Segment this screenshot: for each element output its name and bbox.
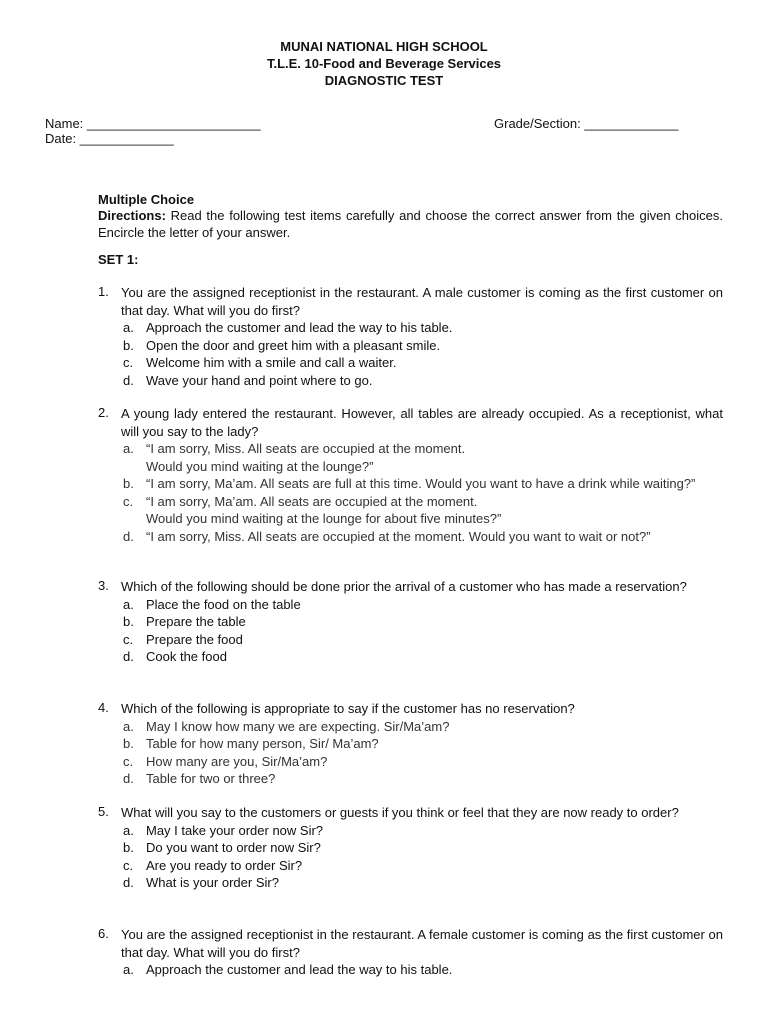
answer-option[interactable] xyxy=(123,354,723,372)
option-letter: d. xyxy=(123,771,134,786)
document-header xyxy=(0,38,768,89)
school-name: MUNAI NATIONAL HIGH SCHOOL xyxy=(280,39,488,54)
answer-option[interactable] xyxy=(123,528,723,546)
question-item xyxy=(98,284,723,389)
option-letter: d. xyxy=(123,649,134,664)
answer-option[interactable] xyxy=(123,493,723,528)
option-letter: c. xyxy=(123,857,134,873)
option-letter: b. xyxy=(123,736,134,751)
question-number: 2. xyxy=(98,405,109,420)
answer-option[interactable] xyxy=(123,319,723,337)
answer-option[interactable] xyxy=(123,753,723,771)
directions-text: Read the following test items carefully and choose the correct answer from the given choices. Encircle the letter of your answer. xyxy=(98,208,723,240)
option-text: Prepare the table xyxy=(146,614,246,629)
section-title: Multiple Choice xyxy=(98,192,195,207)
answer-option[interactable] xyxy=(123,839,723,857)
question-number: 5. xyxy=(98,804,109,819)
option-text: May I take your order now Sir? xyxy=(146,822,324,838)
question-text: What will you say to the customers or guests if you think or feel that they are now ready to order? xyxy=(121,805,679,820)
option-text: What is your order Sir? xyxy=(146,875,279,890)
question-number: 1. xyxy=(98,284,109,299)
name-field: Name: ________________________ xyxy=(45,116,261,131)
subject-title: T.L.E. 10-Food and Beverage Services xyxy=(266,56,502,71)
test-title: DIAGNOSTIC TEST xyxy=(324,73,444,88)
option-letter: c. xyxy=(123,753,134,769)
option-text: Welcome him with a smile and call a waiter. xyxy=(146,355,397,370)
option-text: Wave your hand and point where to go. xyxy=(146,372,373,388)
option-text: Prepare the food xyxy=(146,631,243,647)
question-text: Which of the following is appropriate to say if the customer has no reservation? xyxy=(121,701,575,716)
option-letter: b. xyxy=(123,840,134,855)
option-letter: a. xyxy=(123,962,134,977)
answer-option[interactable] xyxy=(123,372,723,390)
option-text: Would you mind waiting at the lounge?” xyxy=(146,458,374,474)
answer-option[interactable] xyxy=(123,718,723,736)
answer-option[interactable] xyxy=(123,596,723,614)
date-field: Date: _____________ xyxy=(45,131,174,146)
option-text: Approach the customer and lead the way to his table. xyxy=(146,962,453,977)
option-text: “I am sorry, Ma’am. All seats are full at this time. Would you want to have a drink while waiting?” xyxy=(146,476,696,491)
option-text: “I am sorry, Miss. All seats are occupied at the moment. xyxy=(146,441,466,456)
question-item xyxy=(98,804,723,892)
option-letter: d. xyxy=(123,372,134,388)
directions xyxy=(98,207,723,241)
answer-option[interactable] xyxy=(123,857,723,875)
answer-option[interactable] xyxy=(123,770,723,788)
option-letter: b. xyxy=(123,337,134,353)
answer-option[interactable] xyxy=(123,874,723,892)
option-text: “I am sorry, Miss. All seats are occupied at the moment. Would you want to wait or not?” xyxy=(146,528,651,544)
question-number: 6. xyxy=(98,926,109,941)
option-text: How many are you, Sir/Ma’am? xyxy=(146,753,328,769)
option-letter: a. xyxy=(123,441,134,456)
directions-label: Directions: xyxy=(98,208,166,223)
option-letter: b. xyxy=(123,476,134,491)
grade-section-field: Grade/Section: _____________ xyxy=(494,116,679,131)
option-letter: a. xyxy=(123,822,134,838)
answer-option[interactable] xyxy=(123,613,723,631)
answer-option[interactable] xyxy=(123,822,723,840)
option-letter: a. xyxy=(123,320,134,335)
question-text: You are the assigned receptionist in the restaurant. A female customer is coming as the first customer on that day. What will you do first? xyxy=(121,927,723,960)
option-text: Are you ready to order Sir? xyxy=(146,857,303,873)
question-item xyxy=(98,926,723,979)
option-letter: d. xyxy=(123,875,134,890)
question-text: You are the assigned receptionist in the restaurant. A male customer is coming as the first customer on that day. What will you do first? xyxy=(121,285,723,318)
option-text: Do you want to order now Sir? xyxy=(146,840,321,855)
option-letter: c. xyxy=(123,493,134,509)
option-letter: d. xyxy=(123,528,134,544)
question-item xyxy=(98,578,723,666)
option-letter: b. xyxy=(123,614,134,629)
option-letter: c. xyxy=(123,631,134,647)
answer-option[interactable] xyxy=(123,961,723,979)
option-text: Would you mind waiting at the lounge for about five minutes?” xyxy=(146,511,502,526)
option-text: “I am sorry, Ma’am. All seats are occupied at the moment. xyxy=(146,493,478,509)
question-number: 4. xyxy=(98,700,109,715)
answer-option[interactable] xyxy=(123,337,723,355)
question-number: 3. xyxy=(98,578,109,593)
question-item xyxy=(98,405,723,545)
option-text: Cook the food xyxy=(146,649,227,664)
option-text: Table for two or three? xyxy=(146,771,276,786)
question-text: Which of the following should be done prior the arrival of a customer who has made a reservation? xyxy=(121,579,687,594)
question-text: A young lady entered the restaurant. However, all tables are already occupied. As a receptionist, what will you say to the lady? xyxy=(121,406,723,439)
answer-option[interactable] xyxy=(123,735,723,753)
option-text: Approach the customer and lead the way to his table. xyxy=(146,320,453,335)
answer-option[interactable] xyxy=(123,475,723,493)
option-letter: a. xyxy=(123,718,134,734)
option-text: May I know how many we are expecting. Sir/Ma’am? xyxy=(146,718,450,734)
question-item xyxy=(98,700,723,788)
answer-option[interactable] xyxy=(123,648,723,666)
option-text: Place the food on the table xyxy=(146,596,301,612)
option-text: Open the door and greet him with a pleasant smile. xyxy=(146,337,441,353)
option-letter: a. xyxy=(123,596,134,612)
set-label: SET 1: xyxy=(98,252,139,267)
option-text: Table for how many person, Sir/ Ma’am? xyxy=(146,736,379,751)
option-letter: c. xyxy=(123,355,134,370)
answer-option[interactable] xyxy=(123,631,723,649)
answer-option[interactable] xyxy=(123,440,723,475)
